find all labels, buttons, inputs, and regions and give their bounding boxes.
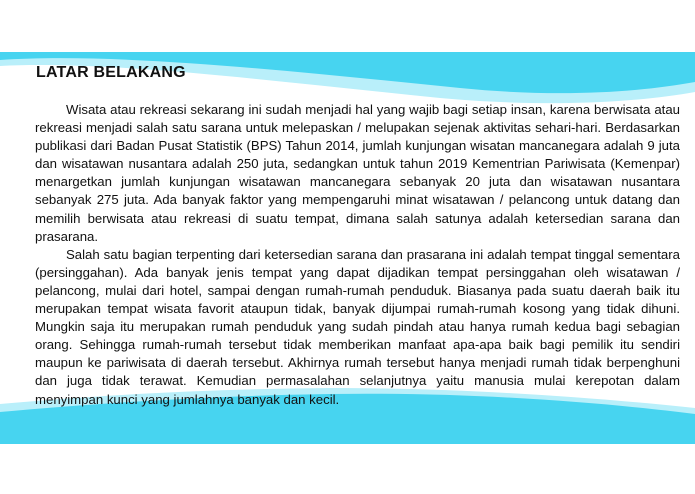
paragraph-2: Salah satu bagian terpenting dari ketersedian sarana dan prasarana ini adalah tempat tinggal sementara (persinggahan). Ada banyak jenis tempat yang dapat dijadikan tempat persinggahan oleh wisatawan / pelancong, mulai dari hotel, sampai dengan rumah-rumah penduduk. Biasanya pada suatu daerah baik itu merupakan tempat wisata favorit ataupun tidak, banyak dijumpai rumah-rumah kosong yang tidak dihuni. Mungkin saja itu merupakan rumah penduduk yang sudah pindah atau hanya rumah kedua bagi sebagian orang. Sehingga rumah-rumah tersebut tidak memberikan manfaat apa-apa baik bagi pemilik itu sendiri maupun ke pariwisata di daerah tersebut. Akhirnya rumah tersebut hanya menjadi rumah tidak berpenghuni dan juga tidak terawat. Kemudian permasalahan selanjutnya yaitu manusia mulai kerepotan dalam menyimpan kunci yang jumlahnya banyak dan kecil. bbox=[35, 246, 680, 407]
body-text bbox=[35, 101, 680, 409]
paragraph-1: Wisata atau rekreasi sekarang ini sudah menjadi hal yang wajib bagi setiap insan, karena berwisata atau rekreasi menjadi salah satu sarana untuk melepaskan / melupakan sejenak aktivitas sehari-hari. Berdasarkan publikasi dari Badan Pusat Statistik (BPS) Tahun 2014, jumlah kunjungan wisatan mancanegara adalah 9 juta dan wisatawan nusantara adalah 250 juta, sedangkan untuk tahun 2019 Kementrian Pariwisata (Kemenpar) menargetkan jumlah kunjungan wisatawan mancanegara sebanyak 20 juta dan wisatawan nusantara sebanyak 275 juta. Ada banyak faktor yang mempengaruhi minat wisatawan / pelancong untuk datang dan memilih berwisata atau rekreasi di suatu tempat, dimana salah satunya adalah ketersedian sarana dan prasarana. bbox=[35, 102, 680, 244]
page-title: LATAR BELAKANG bbox=[36, 64, 186, 81]
